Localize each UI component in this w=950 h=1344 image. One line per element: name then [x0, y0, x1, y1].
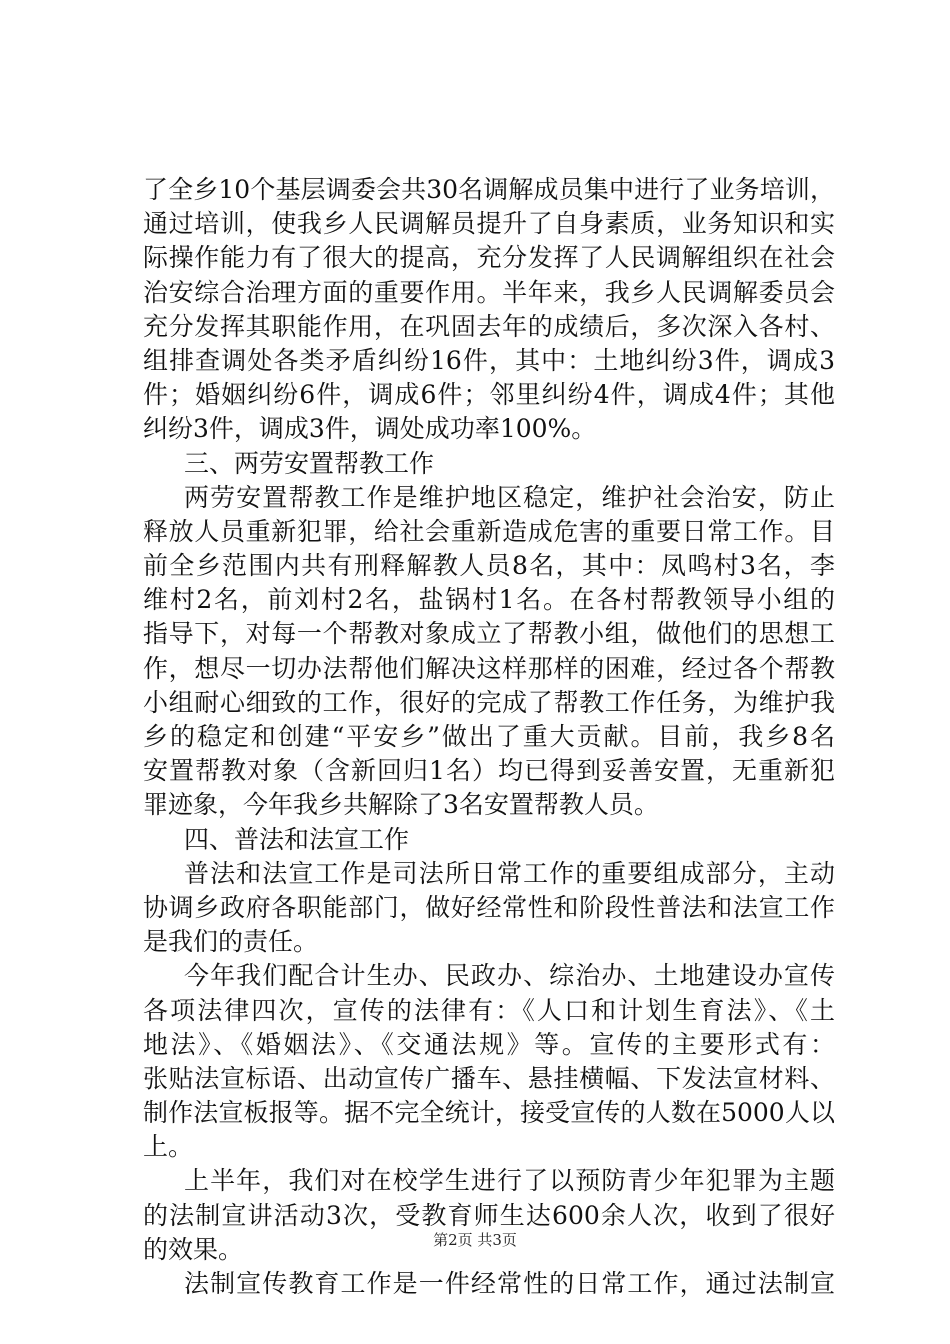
text-line: 充分发挥其职能作用，在巩固去年的成绩后，多次深入各村、	[143, 311, 835, 341]
document-body	[143, 173, 835, 1301]
text-line: 上。	[143, 1132, 194, 1162]
text-line: 小组耐心细致的工作，很好的完成了帮教工作任务，为维护我	[143, 687, 835, 717]
text-line: 普法和法宣工作是司法所日常工作的重要组成部分，主动	[184, 858, 835, 888]
text-line: 指导下，对每一个帮教对象成立了帮教小组，做他们的思想工	[143, 619, 835, 649]
page-number-footer: 第2页 共3页	[433, 1231, 517, 1249]
text-line: 各项法律四次，宣传的法律有：《人口和计划生育法》、《土	[143, 995, 835, 1025]
text-line: 上半年，我们对在校学生进行了以预防青少年犯罪为主题	[184, 1166, 835, 1196]
text-line: 组排查调处各类矛盾纠纷16件，其中：土地纠纷3件，调成3	[143, 345, 835, 375]
text-line: 前全乡范围内共有刑释解教人员8名，其中：凤鸣村3名，李	[143, 551, 835, 581]
text-line: 乡的稳定和创建“平安乡”做出了重大贡献。目前，我乡8名	[143, 722, 835, 751]
text-line: 的法制宣讲活动3次，受教育师生达600余人次，收到了很好	[143, 1200, 835, 1230]
text-line: 际操作能力有了很大的提高，充分发挥了人民调解组织在社会	[143, 243, 835, 273]
text-line: 张贴法宣标语、出动宣传广播车、悬挂横幅、下发法宣材料、	[143, 1063, 835, 1093]
text-line: 法制宣传教育工作是一件经常性的日常工作，通过法制宣	[184, 1269, 835, 1298]
text-line: 释放人员重新犯罪，给社会重新造成危害的重要日常工作。目	[143, 516, 835, 546]
section-heading: 四、普法和法宣工作	[184, 824, 410, 854]
text-line: 协调乡政府各职能部门，做好经常性和阶段性普法和法宣工作	[143, 892, 835, 922]
text-line: 件；婚姻纠纷6件，调成6件；邻里纠纷4件，调成4件；其他	[143, 380, 835, 410]
text-line: 作，想尽一切办法帮他们解决这样那样的困难，经过各个帮教	[143, 653, 835, 683]
section-heading: 三、两劳安置帮教工作	[184, 448, 435, 478]
text-line: 通过培训，使我乡人民调解员提升了自身素质，业务知识和实	[143, 209, 835, 239]
text-line: 纠纷3件，调成3件，调处成功率100%。	[143, 414, 597, 444]
text-line: 了全乡10个基层调委会共30名调解成员集中进行了业务培训，	[143, 175, 835, 204]
text-line: 地法》、《婚姻法》、《交通法规》等。宣传的主要形式有：	[143, 1029, 835, 1059]
text-line: 的效果。	[143, 1234, 244, 1264]
text-line: 今年我们配合计生办、民政办、综治办、土地建设办宣传	[184, 961, 835, 991]
text-line: 两劳安置帮教工作是维护地区稳定，维护社会治安，防止	[184, 482, 835, 512]
text-line: 安置帮教对象（含新回归1名）均已得到妥善安置，无重新犯	[143, 756, 835, 786]
text-line: 维村2名，前刘村2名，盐锅村1名。在各村帮教领导小组的	[143, 585, 835, 615]
text-line: 治安综合治理方面的重要作用。半年来，我乡人民调解委员会	[143, 277, 835, 307]
text-line: 罪迹象，今年我乡共解除了3名安置帮教人员。	[143, 790, 659, 820]
text-line: 是我们的责任。	[143, 927, 319, 957]
text-line: 制作法宣板报等。据不完全统计，接受宣传的人数在5000人以	[143, 1098, 835, 1128]
